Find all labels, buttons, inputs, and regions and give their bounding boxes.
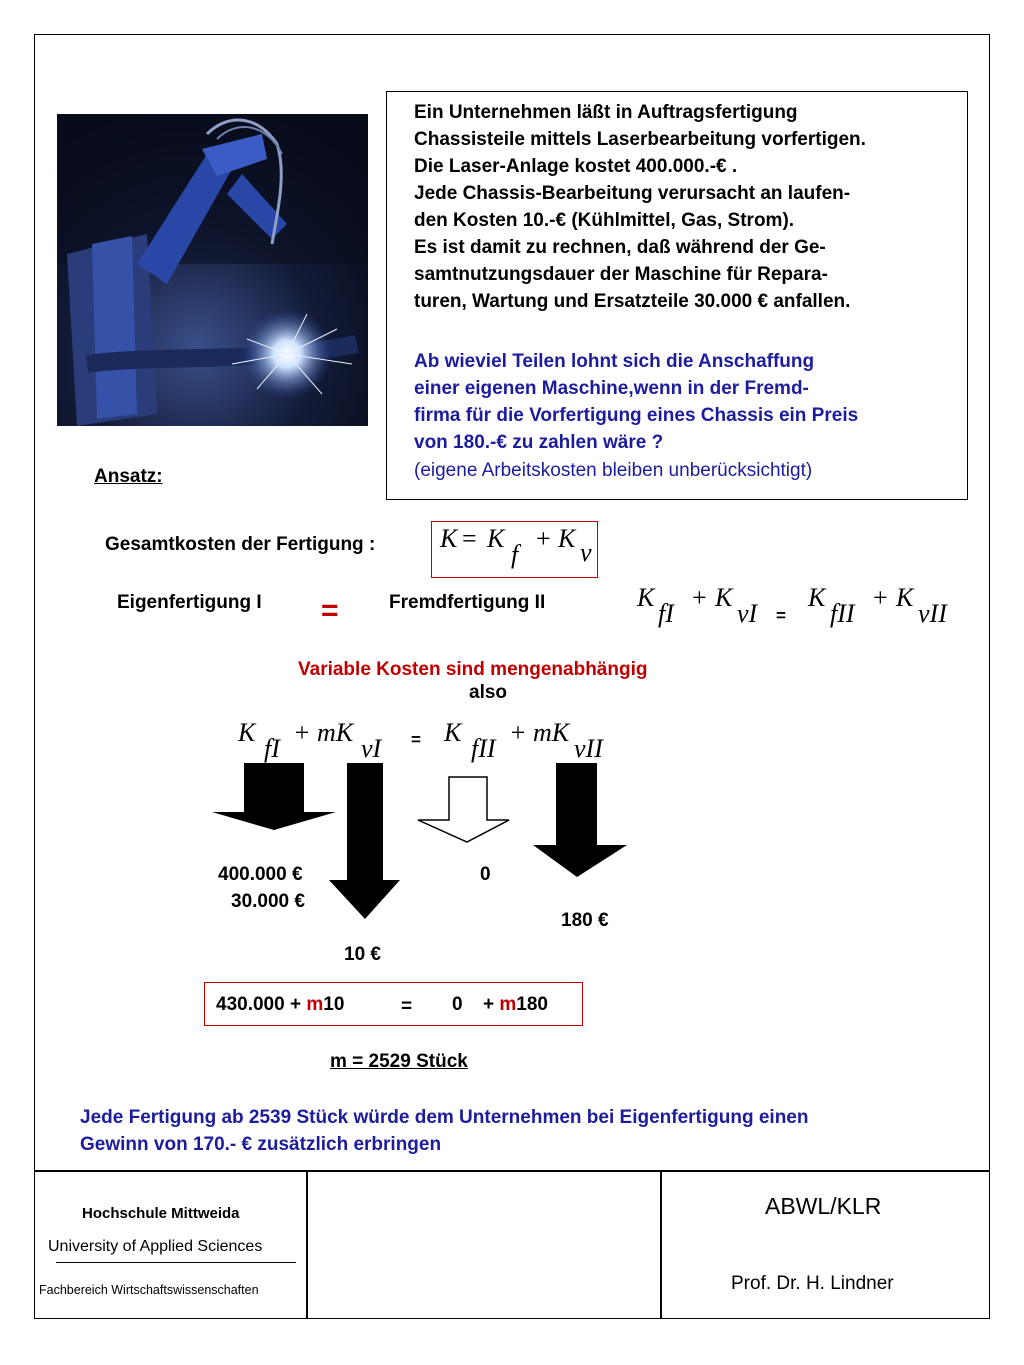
formula-total-plus: +	[536, 524, 551, 553]
value-fix-1: 400.000 €	[218, 864, 303, 885]
formula-m-sub-fI: fI	[264, 734, 280, 763]
formula-compare-sub-fII: fII	[830, 599, 855, 628]
footer-top-rule	[34, 1170, 990, 1172]
equation-m-2: m	[499, 994, 517, 1015]
footer-university: University of Applied Sciences	[48, 1238, 263, 1255]
formula-total-Kf: K	[487, 524, 505, 553]
problem-line-8: turen, Wartung und Ersatzteile 30.000 € anfallen.	[414, 291, 851, 312]
question-line-3: firma für die Vorfertigung eines Chassis ein Preis	[414, 405, 859, 426]
question-line-1: Ab wieviel Teilen lohnt sich die Anschaffung	[414, 351, 815, 372]
formula-m-sub-fII: fII	[471, 734, 496, 763]
arrow-fix-own	[212, 763, 336, 830]
equation-m-1: m	[306, 994, 324, 1015]
formula-compare-sub-vII: vII	[918, 599, 947, 628]
footer-professor: Prof. Dr. H. Lindner	[731, 1273, 894, 1294]
problem-line-2: Chassisteile mittels Laserbearbeitung vorfertigen.	[414, 129, 866, 150]
formula-m-plus-mK1: + mK	[293, 718, 354, 747]
footer-school: Hochschule Mittweida	[82, 1205, 240, 1222]
formula-m-K3: K	[444, 718, 462, 747]
question-line-4: von 180.-€ zu zahlen wäre ?	[414, 432, 664, 453]
equation-right-rest: 180	[516, 994, 548, 1015]
footer-course: ABWL/KLR	[765, 1193, 882, 1219]
formula-total-eq: =	[462, 524, 477, 553]
formula-compare-K3: K	[808, 583, 826, 612]
problem-line-4: Jede Chassis-Bearbeitung verursacht an laufen-	[414, 183, 851, 204]
arrow-var-ext	[533, 763, 627, 877]
formula-m-K1: K	[238, 718, 256, 747]
arrow-fix-ext	[418, 777, 509, 842]
formula-total-sub-v: v	[580, 538, 592, 567]
question-line-2: einer eigenen Maschine,wenn in der Fremd-	[414, 378, 809, 399]
formula-total-K: K	[440, 524, 458, 553]
equation-plus: +	[483, 994, 500, 1015]
footer-underline	[56, 1262, 296, 1263]
formula-total-Kv: K	[558, 524, 576, 553]
variable-costs-note: Variable Kosten sind mengenabhängig	[298, 659, 648, 680]
formula-m-eq: =	[411, 730, 421, 749]
value-fix-ext: 0	[480, 864, 491, 885]
formula-compare-plus2: +	[873, 583, 888, 612]
eigenfertigung-label: Eigenfertigung I	[117, 592, 262, 613]
footer-faculty: Fachbereich Wirtschaftswissenschaften	[39, 1283, 259, 1297]
equals-red: =	[321, 594, 339, 627]
formula-compare-plus1: +	[692, 583, 707, 612]
value-fix-2: 30.000 €	[231, 891, 305, 912]
equation-zero: 0	[452, 994, 463, 1015]
formula-m-plus-mK2: + mK	[509, 718, 570, 747]
also-label: also	[469, 682, 508, 703]
equation-left-num: 430.000 +	[216, 994, 307, 1015]
formula-compare-eq: =	[776, 606, 786, 625]
equation-right	[483, 994, 548, 1016]
formula-compare-K2: K	[715, 583, 733, 612]
value-var-own: 10 €	[344, 944, 381, 965]
formula-m-sub-vII: vII	[574, 734, 603, 763]
formula-total-sub-f: f	[511, 540, 519, 569]
fremdfertigung-label: Fremdfertigung II	[389, 592, 546, 613]
footer-divider-1	[306, 1170, 308, 1319]
question-note: (eigene Arbeitskosten bleiben unberücksichtigt)	[414, 460, 813, 481]
problem-line-7: samtnutzungsdauer der Maschine für Repara-	[414, 264, 828, 285]
formula-compare-sub-fI: fI	[658, 599, 674, 628]
gesamtkosten-label: Gesamtkosten der Fertigung :	[105, 534, 376, 555]
equation-left-rest: 10	[323, 994, 345, 1015]
conclusion-line-1: Jede Fertigung ab 2539 Stück würde dem Unternehmen bei Eigenfertigung einen	[80, 1107, 809, 1128]
formula-compare-sub-vI: vI	[737, 599, 758, 628]
ansatz-heading: Ansatz:	[94, 466, 163, 487]
value-var-ext: 180 €	[561, 910, 609, 931]
equation	[216, 994, 344, 1016]
formula-compare-K1: K	[637, 583, 655, 612]
problem-line-3: Die Laser-Anlage kostet 400.000.-€ .	[414, 156, 738, 177]
footer-divider-2	[660, 1170, 662, 1319]
problem-line-5: den Kosten 10.-€ (Kühlmittel, Gas, Strom).	[414, 210, 795, 231]
problem-line-6: Es ist damit zu rechnen, daß während der Ge-	[414, 237, 826, 258]
conclusion-line-2: Gewinn von 170.- € zusätzlich erbringen	[80, 1134, 442, 1155]
problem-line-1: Ein Unternehmen läßt in Auftragsfertigung	[414, 102, 798, 123]
result: m = 2529 Stück	[330, 1051, 468, 1072]
formula-compare-K4: K	[896, 583, 914, 612]
equation-eq: =	[401, 996, 413, 1017]
arrow-var-own	[329, 763, 400, 919]
formula-m-sub-vI: vI	[361, 734, 382, 763]
